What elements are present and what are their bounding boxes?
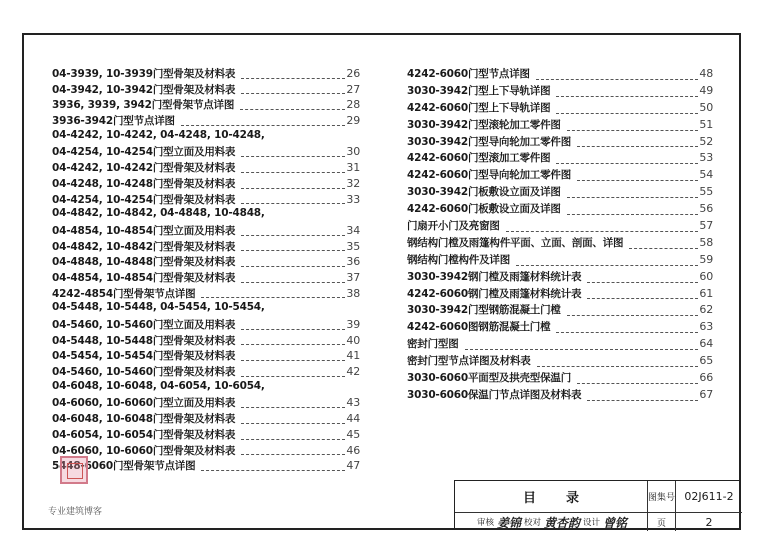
toc-entry-title: 04-4842, 10-4842门型骨架及材料表 xyxy=(52,240,236,253)
toc-entry xyxy=(52,458,360,474)
toc-entry-page: 54 xyxy=(699,168,713,182)
toc-entry-title: 3030-3942门型滚轮加工零件图 xyxy=(407,118,561,131)
toc-entry-title: 04-5460, 10-5460门型立面及用料表 xyxy=(52,319,236,331)
dot-leader xyxy=(241,376,345,377)
sheet-title: 目录 xyxy=(455,481,648,513)
toc-entry-page: 26 xyxy=(346,67,360,80)
toc-entry-page: 61 xyxy=(699,286,713,300)
toc-right-column xyxy=(407,66,713,404)
seal-stamp xyxy=(60,456,88,484)
toc-entry xyxy=(52,113,360,129)
toc-entry-page: 27 xyxy=(346,82,360,96)
toc-entry-page: 42 xyxy=(346,365,360,379)
watermark-text: 专业建筑博客 xyxy=(48,507,103,517)
toc-entry-page: 41 xyxy=(346,349,360,363)
toc-entry xyxy=(407,336,713,353)
toc-entry-title: 3030-3942钢门樘及雨篷材料统计表 xyxy=(407,270,582,283)
dot-leader xyxy=(241,423,345,424)
dot-leader xyxy=(587,282,698,283)
title-block xyxy=(454,480,741,530)
toc-entry-page: 48 xyxy=(699,67,713,80)
toc-entry-page: 52 xyxy=(699,134,713,148)
dot-leader xyxy=(567,315,699,316)
toc-entry xyxy=(52,443,360,459)
toc-entry xyxy=(407,117,713,134)
toc-entry-title: 钢结构门樘构件及详图 xyxy=(407,253,510,266)
toc-entry xyxy=(52,144,360,160)
toc-entry-page: 62 xyxy=(699,303,713,317)
toc-entry xyxy=(407,235,713,252)
toc-entry xyxy=(52,333,360,349)
toc-entry-page: 57 xyxy=(699,219,713,233)
toc-entry-title: 04-3942, 10-3942门型骨架及材料表 xyxy=(52,83,236,96)
toc-entry-title: 3030-3942门板敷设立面及详图 xyxy=(407,186,561,199)
toc-entry-page: 45 xyxy=(346,427,360,441)
toc-entry-title: 04-6048, 10-6048, 04-6054, 10-6054, xyxy=(52,379,265,392)
dot-leader xyxy=(567,214,699,215)
dot-leader xyxy=(506,231,699,232)
toc-entry-title: 3030-3942门型导向轮加工零件图 xyxy=(407,135,572,148)
toc-entry xyxy=(52,66,360,82)
toc-entry xyxy=(407,370,713,387)
toc-entry-page: 28 xyxy=(346,98,360,112)
dot-leader xyxy=(577,180,698,181)
toc-entry-page: 60 xyxy=(699,269,713,283)
toc-entry xyxy=(52,97,360,113)
toc-entry-title: 3936-3942门型节点详图 xyxy=(52,115,175,128)
toc-entry-title: 3030-6060保温门节点详图及材料表 xyxy=(407,388,582,401)
dot-leader xyxy=(241,344,345,345)
toc-entry xyxy=(52,223,360,239)
dot-leader xyxy=(556,113,698,114)
dot-leader xyxy=(567,130,699,131)
dot-leader xyxy=(567,197,699,198)
toc-entry xyxy=(407,150,713,167)
toc-entry xyxy=(407,387,713,404)
toc-entry xyxy=(52,317,360,333)
toc-entry-title: 钢结构门樘及雨篷构件平面、立面、剖面、详图 xyxy=(407,236,624,249)
dot-leader xyxy=(241,360,345,361)
toc-entry-title: 4242-6060图钢筋混凝土门樘 xyxy=(407,321,551,334)
toc-entry-page: 38 xyxy=(346,286,360,300)
toc-entry-title: 4242-6060门型滚加工零件图 xyxy=(407,152,551,165)
atlas-no: 02J611-2 xyxy=(676,481,742,513)
toc-entry xyxy=(407,83,713,100)
dot-leader xyxy=(587,298,698,299)
dot-leader xyxy=(556,332,698,333)
toc-entry xyxy=(407,302,713,319)
toc-entry-page: 67 xyxy=(699,387,713,401)
toc-entry-title: 04-5460, 10-5460门型骨架及材料表 xyxy=(52,366,236,379)
toc-entry-title: 04-4242, 10-4242门型骨架及材料表 xyxy=(52,162,236,175)
toc-entry-title: 3030-3942门型上下导轨详图 xyxy=(407,84,551,97)
dot-leader xyxy=(241,156,345,157)
dot-leader xyxy=(241,172,345,173)
toc-entry xyxy=(52,270,360,286)
toc-entry-title: 3030-6060平面型及拱壳型保温门 xyxy=(407,372,572,385)
toc-entry-title: 04-5448, 10-5448, 04-5454, 10-5454, xyxy=(52,301,265,314)
design-label: 设计 xyxy=(583,518,601,528)
toc-entry xyxy=(52,129,360,145)
toc-entry-title: 04-4254, 10-4254门型骨架及材料表 xyxy=(52,193,236,206)
dot-leader xyxy=(241,78,345,79)
toc-entry-page: 59 xyxy=(699,252,713,266)
toc-entry-title: 04-4254, 10-4254门型立面及用料表 xyxy=(52,146,236,159)
review-label: 审核 xyxy=(476,518,494,528)
dot-leader xyxy=(556,163,698,164)
toc-entry-title: 4242-6060门板敷设立面及详图 xyxy=(407,203,561,216)
toc-entry xyxy=(407,286,713,303)
toc-entry-title: 密封门型图 xyxy=(407,338,459,351)
toc-entry xyxy=(52,286,360,302)
toc-entry-page: 44 xyxy=(346,412,360,426)
dot-leader xyxy=(629,248,698,249)
dot-leader xyxy=(241,188,345,189)
toc-entry-title: 04-4848, 10-4848门型骨架及材料表 xyxy=(52,256,236,269)
toc-entry-page: 47 xyxy=(346,459,360,473)
toc-entry-title: 4242-6060门型导向轮加工零件图 xyxy=(407,169,572,182)
toc-entry xyxy=(52,301,360,317)
toc-entry-page: 63 xyxy=(699,320,713,334)
dot-leader xyxy=(577,383,698,384)
toc-entry-page: 64 xyxy=(699,337,713,351)
dot-leader xyxy=(241,266,345,267)
toc-entry-title: 3030-3942门型钢筋混凝土门樘 xyxy=(407,304,561,317)
toc-entry-title: 密封门型节点详图及材料表 xyxy=(407,355,531,368)
toc-entry-title: 04-6048, 10-6048门型骨架及材料表 xyxy=(52,413,236,426)
toc-left-column xyxy=(52,66,360,474)
toc-entry-title: 4242-6060门型节点详图 xyxy=(407,68,530,80)
toc-entry xyxy=(52,82,360,98)
atlas-no-label: 图集号 xyxy=(648,481,676,513)
toc-entry xyxy=(407,201,713,218)
toc-entry xyxy=(52,254,360,270)
toc-entry-title: 4242-6060钢门樘及雨篷材料统计表 xyxy=(407,287,582,300)
dot-leader xyxy=(241,329,345,330)
toc-entry-page: 49 xyxy=(699,83,713,97)
toc-entry-title: 门扇开小门及亮窗图 xyxy=(407,220,500,233)
toc-entry xyxy=(407,353,713,370)
toc-entry-page: 29 xyxy=(346,114,360,128)
page-number: 2 xyxy=(705,515,713,529)
dot-leader xyxy=(465,349,699,350)
toc-entry-page: 55 xyxy=(699,185,713,199)
toc-entry-page: 33 xyxy=(346,192,360,206)
toc-entry-page: 53 xyxy=(699,151,713,165)
toc-entry xyxy=(52,207,360,223)
toc-entry-page: 46 xyxy=(346,443,360,457)
dot-leader xyxy=(537,366,699,367)
toc-entry-title: 04-4854, 10-4854门型立面及用料表 xyxy=(52,224,236,237)
toc-entry xyxy=(407,218,713,235)
toc-entry xyxy=(52,160,360,176)
toc-entry-page: 40 xyxy=(346,333,360,347)
signature-row xyxy=(455,513,648,531)
review-signature: 姜锦 xyxy=(496,515,521,530)
dot-leader xyxy=(181,125,346,126)
toc-entry-title: 04-6054, 10-6054门型骨架及材料表 xyxy=(52,428,236,441)
toc-entry xyxy=(52,411,360,427)
toc-entry xyxy=(407,319,713,336)
toc-entry-page: 39 xyxy=(346,318,360,331)
design-signature: 曾铭 xyxy=(603,515,628,530)
dot-leader xyxy=(241,250,345,251)
toc-entry xyxy=(52,427,360,443)
toc-entry-page: 50 xyxy=(699,100,713,114)
toc-entry xyxy=(407,269,713,286)
dot-leader xyxy=(201,297,345,298)
toc-entry-title: 4242-6060门型上下导轨详图 xyxy=(407,101,551,114)
dot-leader xyxy=(516,265,698,266)
toc-entry-title: 04-3939, 10-3939门型骨架及材料表 xyxy=(52,68,236,80)
toc-entry-title: 4242-4854门型骨架节点详图 xyxy=(52,287,196,300)
toc-entry-title: 04-5454, 10-5454门型骨架及材料表 xyxy=(52,350,236,363)
check-signature: 黄杏韵 xyxy=(544,515,581,530)
toc-entry xyxy=(407,100,713,117)
toc-entry xyxy=(52,176,360,192)
toc-entry-title: 04-6060, 10-6060门型立面及用料表 xyxy=(52,397,236,410)
toc-entry-page: 30 xyxy=(346,145,360,159)
dot-leader xyxy=(241,439,345,440)
toc-entry xyxy=(52,364,360,380)
dot-leader xyxy=(241,407,345,408)
dot-leader xyxy=(536,79,699,80)
toc-entry-title: 04-4248, 10-4248门型骨架及材料表 xyxy=(52,177,236,190)
toc-entry xyxy=(52,395,360,411)
toc-entry-title: 3936, 3939, 3942门型骨架节点详图 xyxy=(52,99,235,112)
dot-leader xyxy=(241,203,345,204)
dot-leader xyxy=(241,282,345,283)
dot-leader xyxy=(241,454,345,455)
toc-entry xyxy=(407,134,713,151)
check-label: 校对 xyxy=(523,518,541,528)
toc-entry xyxy=(407,167,713,184)
toc-entry xyxy=(52,192,360,208)
toc-entry-page: 66 xyxy=(699,371,713,385)
toc-entry-page: 32 xyxy=(346,176,360,190)
toc-entry-page: 56 xyxy=(699,202,713,216)
toc-entry-page: 36 xyxy=(346,255,360,269)
dot-leader xyxy=(201,470,345,471)
dot-leader xyxy=(240,109,345,110)
toc-entry-page: 51 xyxy=(699,117,713,131)
toc-entry-page: 43 xyxy=(346,396,360,410)
dot-leader xyxy=(241,93,345,94)
toc-entry xyxy=(407,252,713,269)
toc-entry-title: 04-5448, 10-5448门型骨架及材料表 xyxy=(52,334,236,347)
toc-entry xyxy=(407,184,713,201)
toc-entry-page: 34 xyxy=(346,223,360,237)
dot-leader xyxy=(241,235,345,236)
toc-entry-page: 65 xyxy=(699,354,713,368)
dot-leader xyxy=(587,400,698,401)
toc-entry-page: 37 xyxy=(346,270,360,284)
toc-entry-title: 5448-6060门型骨架节点详图 xyxy=(52,460,196,473)
toc-entry-page: 35 xyxy=(346,239,360,253)
toc-entry xyxy=(52,380,360,396)
toc-entry-page: 58 xyxy=(699,235,713,249)
toc-entry-page: 31 xyxy=(346,161,360,175)
toc-entry-title: 04-4854, 10-4854门型骨架及材料表 xyxy=(52,271,236,284)
dot-leader xyxy=(577,146,698,147)
dot-leader xyxy=(556,96,698,97)
toc-entry xyxy=(407,66,713,83)
toc-entry-title: 04-4242, 10-4242, 04-4248, 10-4248, xyxy=(52,128,265,141)
toc-entry-title: 04-6060, 10-6060门型骨架及材料表 xyxy=(52,444,236,457)
page-label: 页 xyxy=(648,513,676,531)
toc-entry-title: 04-4842, 10-4842, 04-4848, 10-4848, xyxy=(52,207,265,220)
toc-entry xyxy=(52,239,360,255)
toc-entry xyxy=(52,348,360,364)
